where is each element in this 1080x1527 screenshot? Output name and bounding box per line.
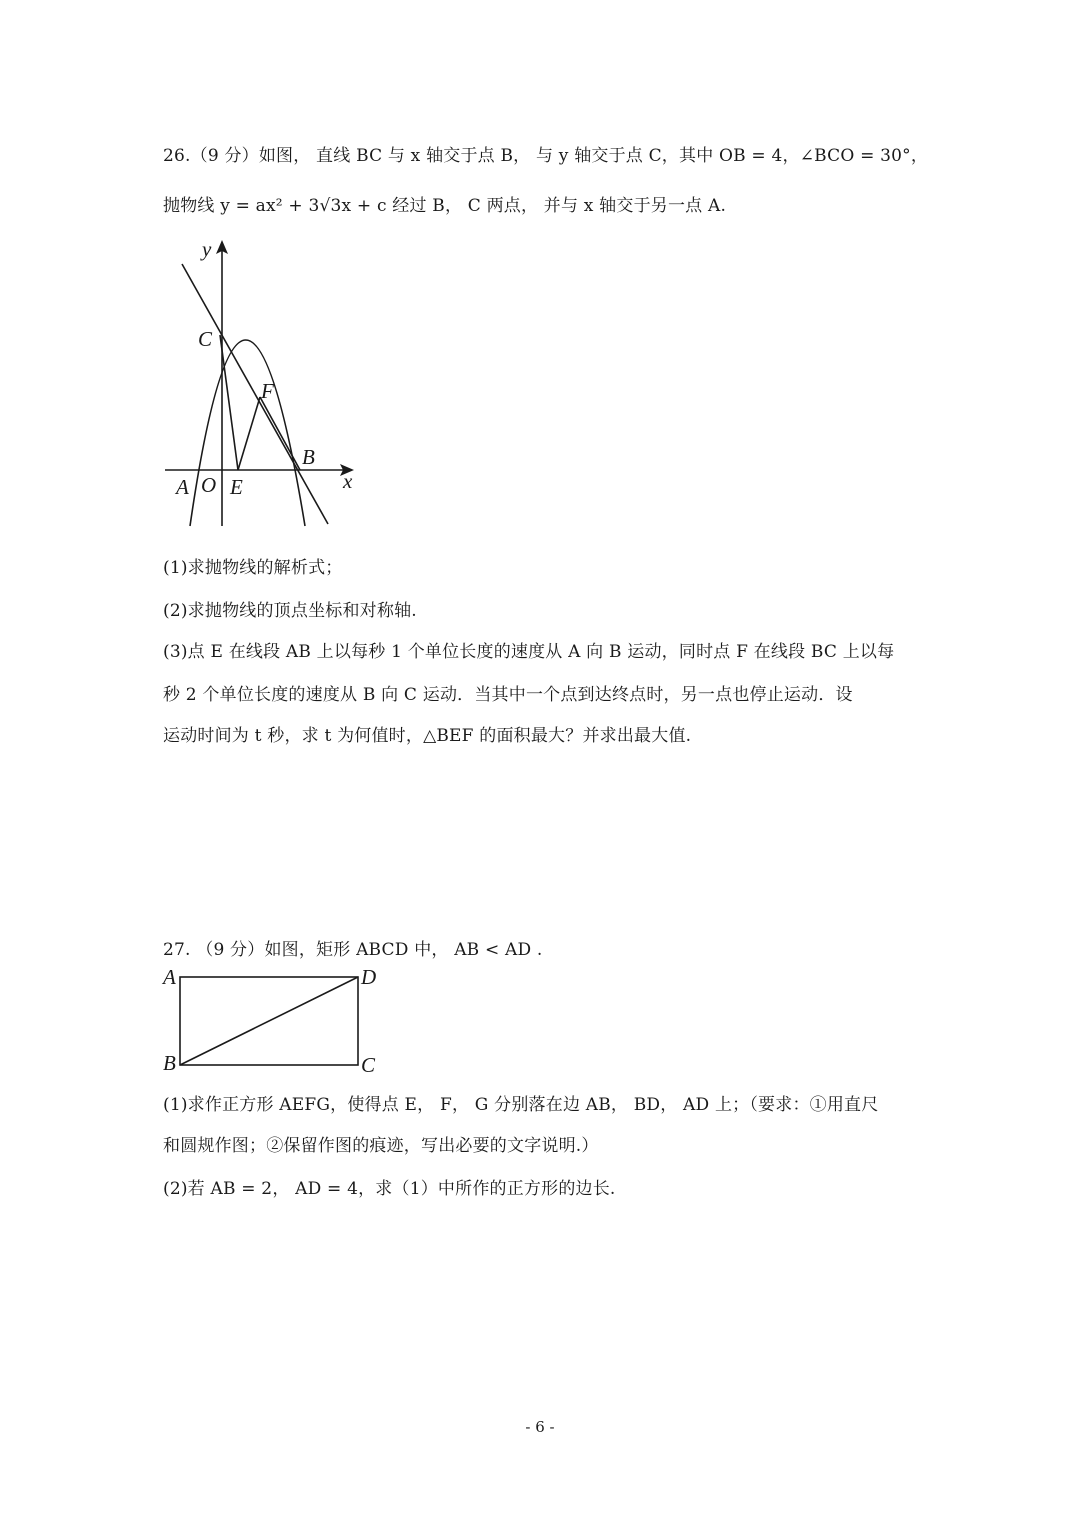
q26-part-3-line-1: (3)点 E 在线段 AB 上以每秒 1 个单位长度的速度从 A 向 B 运动，同时点 F 在线段 BC 上以每 [163, 642, 895, 662]
label-e: E [230, 475, 243, 499]
label-x: x [343, 469, 353, 493]
label-c: C [198, 327, 213, 351]
q27-stem: 27. （9 分）如图，矩形 ABCD 中， AB < AD . [163, 940, 543, 960]
q26-part-3-line-3: 运动时间为 t 秒，求 t 为何值时，△BEF 的面积最大？并求出最大值. [163, 726, 692, 746]
q26-part-1: (1)求抛物线的解析式； [163, 558, 343, 578]
diagonal-bd [180, 977, 358, 1065]
q27-rectangle-figure [158, 962, 388, 1077]
q26-part-2: (2)求抛物线的顶点坐标和对称轴. [163, 601, 417, 621]
label-c: C [361, 1053, 376, 1077]
q26-parabola-figure [160, 232, 365, 532]
q27-part-1-line-2: 和圆规作图；②保留作图的痕迹，写出必要的文字说明.） [163, 1136, 599, 1156]
label-o: O [201, 473, 217, 497]
q26-part-3-line-2: 秒 2 个单位长度的速度从 B 向 C 运动．当其中一个点到达终点时，另一点也停止运动．设 [163, 685, 853, 705]
q26-stem-line-2: 抛物线 y = ax² + 3√3x + c 经过 B， C 两点， 并与 x 轴交于另一点 A. [163, 196, 727, 216]
label-f: F [261, 379, 274, 403]
q26-stem-line-1: 26.（9 分）如图， 直线 BC 与 x 轴交于点 B， 与 y 轴交于点 C，其中 OB = 4，∠BCO = 30°， [163, 146, 929, 166]
label-y: y [202, 237, 212, 261]
segment-fb [260, 397, 300, 470]
label-a: A [176, 475, 189, 499]
q27-part-2: (2)若 AB = 2， AD = 4，求（1）中所作的正方形的边长. [163, 1179, 616, 1199]
label-a: A [163, 965, 176, 989]
page-number: - 6 - [525, 1418, 555, 1436]
parabola-curve [190, 340, 305, 526]
label-d: D [361, 965, 377, 989]
segment-ef [238, 397, 260, 470]
label-b: B [163, 1051, 176, 1075]
label-b: B [302, 445, 315, 469]
q27-part-1-line-1: (1)求作正方形 AEFG，使得点 E， F， G 分别落在边 AB， BD， AD 上；（要求：①用直尺 [163, 1095, 879, 1115]
